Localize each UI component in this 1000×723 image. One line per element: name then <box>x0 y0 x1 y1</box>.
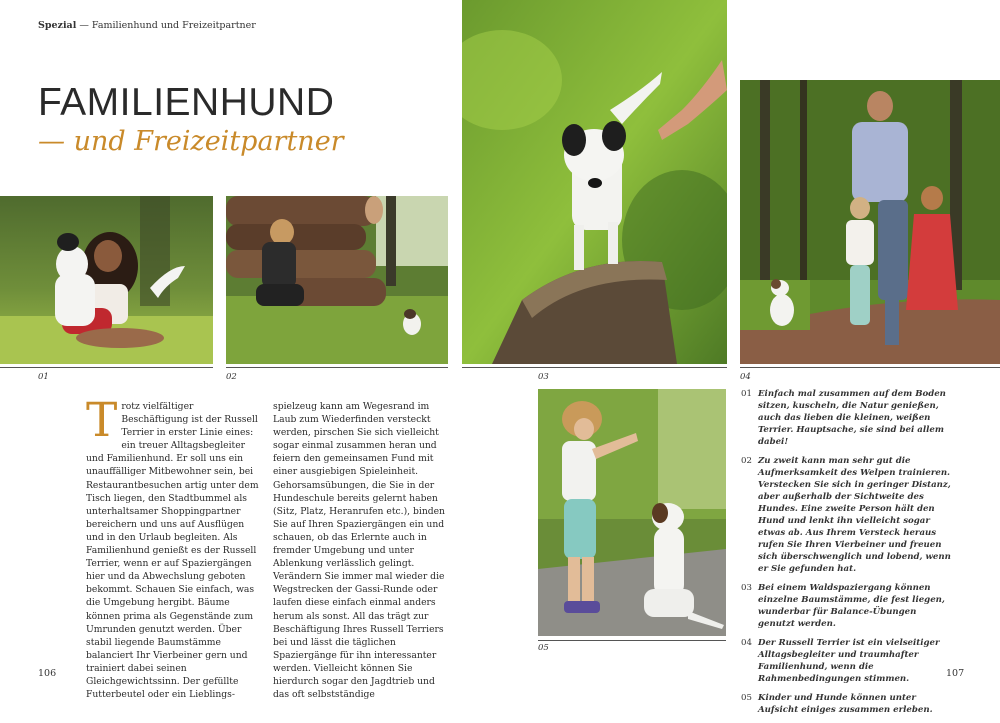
caption-number: 05 <box>741 693 752 703</box>
photo-02 <box>226 196 448 364</box>
caption-list <box>741 388 951 723</box>
caption-text: Einfach mal zusammen auf dem Boden sitzen, kuscheln, die Natur genießen, auch das lieben die kleinen, weißen Terrier. Hauptsache, sie sind bei allem dabei! <box>758 389 946 447</box>
caption-number: 02 <box>741 456 752 466</box>
photo-04-rule <box>740 367 1000 368</box>
caption-item <box>741 388 951 448</box>
photo-05-rule <box>538 640 726 641</box>
body-column-1 <box>86 393 262 701</box>
body-column-2 <box>273 400 453 701</box>
photo-05 <box>538 389 726 636</box>
header-topic: Familienhund und Freizeitpartner <box>91 20 256 31</box>
body-text-1: rotz vielfältiger Beschäftigung ist der Russell Terrier in erster Linie eines: ein treuer Alltagsbegleiter und Familienhund. Er soll uns ein unauffälliger Mitbewohner sein, bei Restaurantbesuchen artig unter dem Tisch liegen, den Stadtbummel als unterhaltsamer Shoppingpartner bereichern und uns auf Ausflügen und in den Urlaub begleiten. Als Familienhund genießt es der Russell Terrier, wenn er auf Spaziergängen hier und da Abwechslung geboten bekommt. Schauen Sie einfach, was die Umgebung hergibt. Bäume können prima als Gegenstände zum Umrunden genutzt werden. Über stabil liegende Baumstämme balanciert Ihr Vierbeiner gern und trainiert dabei seinen Gleichgewichtssinn. Der gefüllte Futterbeutel oder ein Lieblings- <box>86 401 259 701</box>
header-section: Spezial <box>38 20 77 31</box>
caption-number: 03 <box>741 583 752 593</box>
drop-cap: T <box>86 393 118 448</box>
photo-03 <box>462 0 727 364</box>
caption-text: Bei einem Waldspaziergang können einzelne Baumstämme, die fest liegen, wunderbar für Balance-Übungen genutzt werden. <box>758 583 945 629</box>
running-header <box>38 20 256 31</box>
photo-04-number: 04 <box>740 372 751 382</box>
photo-03-rule <box>462 367 727 368</box>
caption-number: 01 <box>741 389 752 399</box>
caption-text: Zu zweit kann man sehr gut die Aufmerksamkeit des Welpen trainieren. Verstecken Sie sich in geringer Distanz, aber außerhalb der Sichtweite des Hundes. Eine zweite Person hält den Hund und lenkt ihn vielleicht sogar etwas ab. Aus Ihrem Versteck heraus rufen Sie Ihren Vierbeiner und freuen sich überschwenglich und lobend, wenn er Sie gefunden hat. <box>758 456 951 574</box>
photo-01-rule <box>0 367 213 368</box>
caption-text: Kinder und Hunde können unter Aufsicht einiges zusammen erleben. <box>758 693 933 715</box>
page-number-right: 107 <box>946 668 965 679</box>
photo-01-number: 01 <box>38 372 49 382</box>
photo-05-number: 05 <box>538 643 549 653</box>
caption-item <box>741 455 951 575</box>
photo-04 <box>740 80 1000 364</box>
body-text-2: spielzeug kann am Wegesrand im Laub zum Wiederfinden versteckt werden, pirschen Sie sich vielleicht sogar einmal zusammen heran und feiern den gemeinsamen Fund mit einer ausgiebigen Spieleinheit. Gehorsamsübungen, die Sie in der Hundeschule bereits gelernt haben (Sitz, Platz, Heranrufen etc.), binden Sie auf Ihren Spaziergängen ein und schauen, ob das Erlernte auch in fremder Umgebung und unter Ablenkung verlässlich gelingt. Verändern Sie immer mal wieder die Wegstrecken der Gassi-Runde oder laufen diese einfach einmal anders herum als sonst. All das trägt zur Beschäftigung Ihres Russell Terriers bei und lässt die täglichen Spaziergänge für ihn interessanter werden. Vielleicht können Sie hierdurch sogar den Jagdtrieb und das oft selbstständige <box>273 401 445 701</box>
page-number-left: 106 <box>38 668 57 679</box>
page-subtitle: — und Freizeitpartner <box>38 126 344 157</box>
page-title: FAMILIENHUND <box>38 81 335 124</box>
caption-item <box>741 692 951 716</box>
caption-text: Der Russell Terrier ist ein vielseitiger Alltagsbegleiter und traumhafter Familienhund, wenn die Rahmenbedingungen stimmen. <box>758 638 940 684</box>
photo-02-number: 02 <box>226 372 237 382</box>
photo-03-number: 03 <box>538 372 549 382</box>
photo-02-rule <box>226 367 448 368</box>
header-separator: — <box>79 20 89 31</box>
caption-item <box>741 582 951 630</box>
caption-number: 04 <box>741 638 752 648</box>
photo-01 <box>0 196 213 364</box>
caption-item <box>741 637 951 685</box>
